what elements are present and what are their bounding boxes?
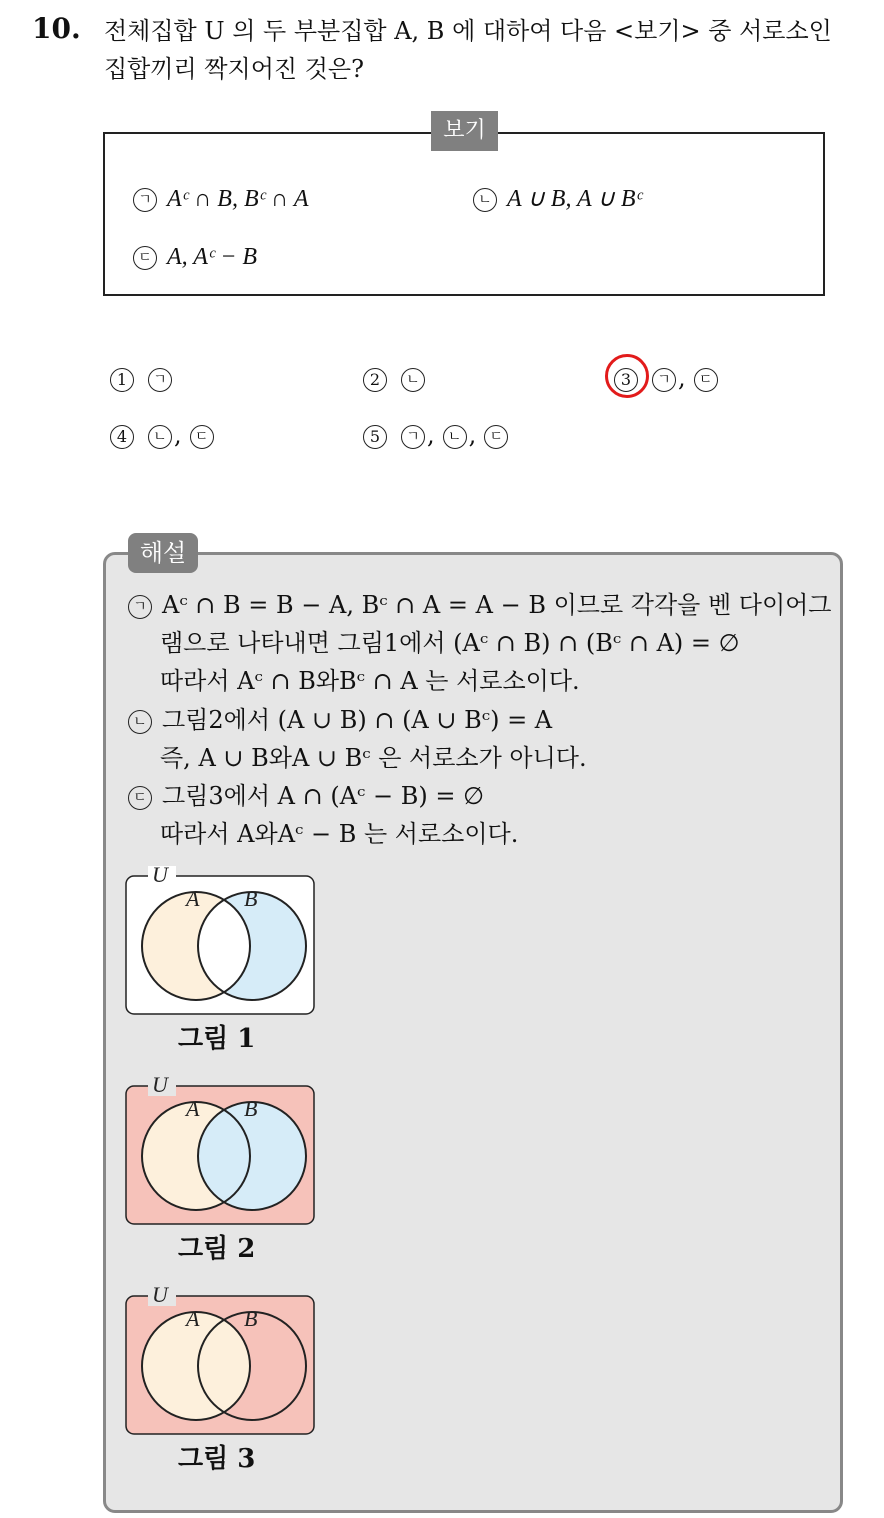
solution-line-7: 따라서 A와Aᶜ − B 는 서로소이다. xyxy=(160,820,519,848)
choice-4-marker-2: ㄷ xyxy=(190,425,214,449)
choice-3[interactable]: 3 ㄱ , ㄷ xyxy=(614,362,728,394)
universe-label-1: U xyxy=(152,862,168,887)
choice-1-marker-1: ㄱ xyxy=(148,368,172,392)
bogi-marker-1: ㄱ xyxy=(133,188,157,212)
figure-caption-3: 그림 3 xyxy=(178,1444,256,1474)
choice-5-marker-2: ㄴ xyxy=(443,425,467,449)
set-b-label-1: B xyxy=(244,886,258,911)
bogi-marker-3: ㄷ xyxy=(133,246,157,270)
figure-caption-2: 그림 2 xyxy=(178,1234,256,1264)
question-line-1: 전체집합 U 의 두 부분집합 A, B 에 대하여 다음 <보기> 중 서로소인 xyxy=(104,17,832,45)
question-number: 10. xyxy=(32,12,81,45)
solution-line-1 xyxy=(128,590,832,620)
set-a-label-2: A xyxy=(186,1096,200,1121)
venn-figure-3 xyxy=(124,1282,318,1438)
venn-figure-2 xyxy=(124,1072,318,1228)
bogi-item-3 xyxy=(133,241,257,272)
choice-number-5: 5 xyxy=(363,425,387,449)
bogi-item-1 xyxy=(133,183,308,214)
choice-5[interactable]: 5 ㄱ , ㄴ , ㄷ xyxy=(363,419,518,451)
choice-number-3: 3 xyxy=(614,368,638,392)
question-text xyxy=(104,12,874,88)
set-b-label-2: B xyxy=(244,1096,258,1121)
solution-marker-3: ㄷ xyxy=(128,786,152,810)
solution-line-6 xyxy=(128,781,484,811)
venn-figure-1 xyxy=(124,862,318,1018)
bogi-text-2: A ∪ B, A ∪ Bᶜ xyxy=(507,186,642,212)
choice-number-4: 4 xyxy=(110,425,134,449)
choice-3-marker-1: ㄱ xyxy=(652,368,676,392)
bogi-item-2 xyxy=(473,183,642,214)
choice-2[interactable] xyxy=(363,362,435,394)
selected-answer-mark xyxy=(605,354,649,398)
solution-line-5: 즉, A ∪ B와A ∪ Bᶜ 은 서로소가 아니다. xyxy=(160,744,587,772)
solution-text-6: 그림3에서 A ∩ (Aᶜ − B) = ∅ xyxy=(162,782,484,810)
solution-text-1: Aᶜ ∩ B = B − A, Bᶜ ∩ A = A − B 이므로 각각을 벤 다이어그 xyxy=(162,591,832,619)
choice-number-2: 2 xyxy=(363,368,387,392)
universe-label-3: U xyxy=(152,1282,168,1307)
set-a-label-1: A xyxy=(186,886,200,911)
choice-5-marker-1: ㄱ xyxy=(401,425,425,449)
solution-line-4 xyxy=(128,705,552,735)
choice-4-marker-1: ㄴ xyxy=(148,425,172,449)
bogi-text-1: Aᶜ ∩ B, Bᶜ ∩ A xyxy=(167,186,309,212)
universe-label-2: U xyxy=(152,1072,168,1097)
solution-marker-2: ㄴ xyxy=(128,710,152,734)
set-a-label-3: A xyxy=(186,1306,200,1331)
solution-line-3: 따라서 Aᶜ ∩ B와Bᶜ ∩ A 는 서로소이다. xyxy=(160,667,580,695)
figure-caption-1: 그림 1 xyxy=(178,1024,256,1054)
question-line-2: 집합끼리 짝지어진 것은? xyxy=(104,55,364,83)
solution-line-2: 램으로 나타내면 그림1에서 (Aᶜ ∩ B) ∩ (Bᶜ ∩ A) = ∅ xyxy=(160,629,740,657)
choice-4[interactable]: 4 ㄴ , ㄷ xyxy=(110,419,224,451)
bogi-marker-2: ㄴ xyxy=(473,188,497,212)
choice-1[interactable] xyxy=(110,362,182,394)
choice-2-marker-1: ㄴ xyxy=(401,368,425,392)
solution-title: 해설 xyxy=(128,533,198,573)
solution-text-4: 그림2에서 (A ∪ B) ∩ (A ∪ Bᶜ) = A xyxy=(162,706,553,734)
bogi-text-3: A, Aᶜ − B xyxy=(167,244,258,270)
choice-3-marker-2: ㄷ xyxy=(694,368,718,392)
choice-number-1: 1 xyxy=(110,368,134,392)
choice-5-marker-3: ㄷ xyxy=(484,425,508,449)
bogi-title: 보기 xyxy=(431,111,498,151)
set-b-label-3: B xyxy=(244,1306,258,1331)
solution-marker-1: ㄱ xyxy=(128,595,152,619)
